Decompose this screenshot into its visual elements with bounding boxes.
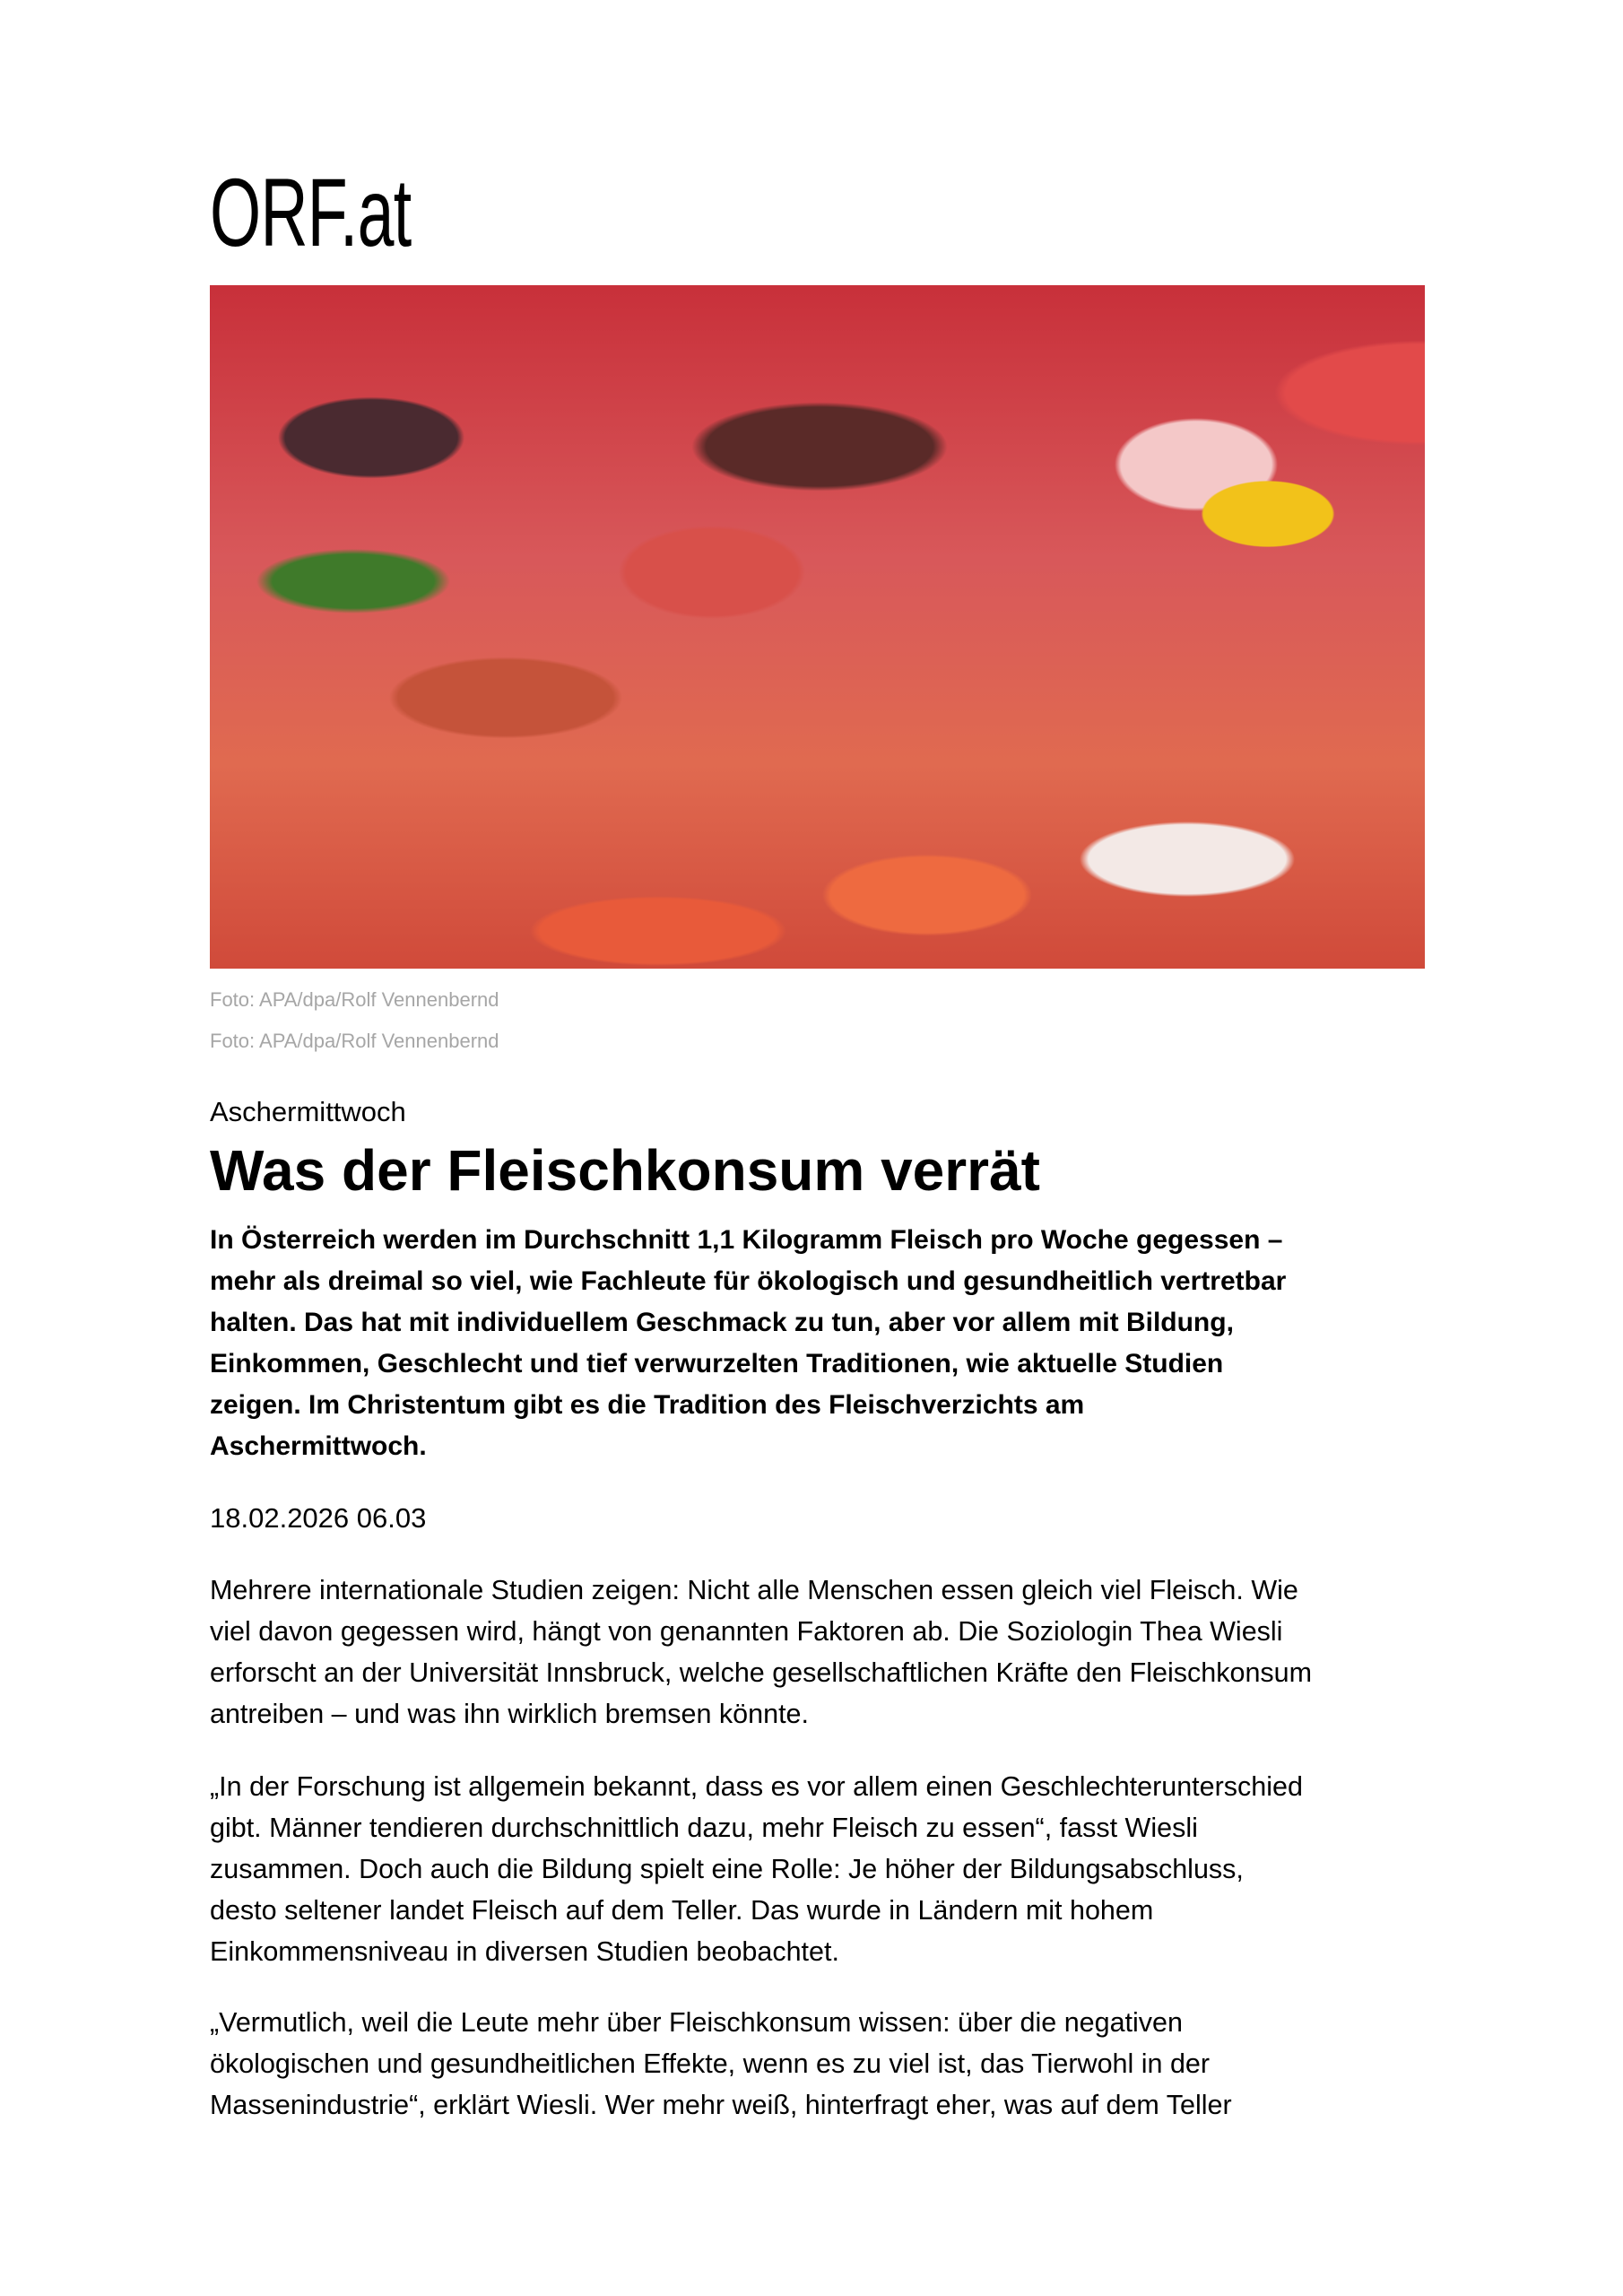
lead-line: Aschermittwoch. — [210, 1431, 427, 1461]
article-kicker: Aschermittwoch — [210, 1096, 406, 1127]
hero-image — [210, 285, 1425, 969]
lead-line: mehr als dreimal so viel, wie Fachleute für ökologisch und gesundheitlich vertretbar — [210, 1266, 1287, 1296]
paragraph — [210, 1766, 1303, 1972]
paragraph-line: Massenindustrie“, erklärt Wiesli. Wer mehr weiß, hinterfragt eher, was auf dem Teller — [210, 2090, 1232, 2120]
paragraph-line: gibt. Männer tendieren durchschnittlich dazu, mehr Fleisch zu essen“, fasst Wiesli — [210, 1813, 1198, 1843]
paragraph-line: ökologischen und gesundheitlichen Effekte, wenn es zu viel ist, das Tierwohl in der — [210, 2048, 1211, 2079]
paragraph — [210, 2002, 1232, 2126]
paragraph-line: „In der Forschung ist allgemein bekannt, dass es vor allem einen Geschlechterunterschied — [210, 1771, 1303, 1802]
photo-credit: Foto: APA/dpa/Rolf Vennenbernd — [210, 988, 499, 1011]
paragraph-line: viel davon gegessen wird, hängt von genannten Faktoren ab. Die Soziologin Thea Wiesli — [210, 1616, 1283, 1647]
lead-line: zeigen. Im Christentum gibt es die Tradition des Fleischverzichts am — [210, 1390, 1085, 1420]
article-lead — [210, 1220, 1286, 1467]
article-title: Was der Fleischkonsum verrät — [210, 1138, 1040, 1203]
photo-credit: Foto: APA/dpa/Rolf Vennenbernd — [210, 1030, 499, 1052]
paragraph-line: Mehrere internationale Studien zeigen: Nicht alle Menschen essen gleich viel Fleisch. Wie — [210, 1575, 1298, 1605]
lead-line: Einkommen, Geschlecht und tief verwurzelten Traditionen, wie aktuelle Studien — [210, 1349, 1224, 1378]
lead-line: In Österreich werden im Durchschnitt 1,1 Kilogramm Fleisch pro Woche gegessen – — [210, 1225, 1283, 1255]
lead-line: halten. Das hat mit individuellem Geschmack zu tun, aber vor allem mit Bildung, — [210, 1308, 1234, 1337]
paragraph — [210, 1570, 1312, 1735]
paragraph-line: Einkommensniveau in diversen Studien beobachtet. — [210, 1936, 839, 1967]
paragraph-line: antreiben – und was ihn wirklich bremsen könnte. — [210, 1699, 809, 1729]
paragraph-line: „Vermutlich, weil die Leute mehr über Fleischkonsum wissen: über die negativen — [210, 2007, 1183, 2038]
paragraph-line: desto seltener landet Fleisch auf dem Teller. Das wurde in Ländern mit hohem — [210, 1895, 1154, 1926]
paragraph-line: zusammen. Doch auch die Bildung spielt eine Rolle: Je höher der Bildungsabschluss, — [210, 1854, 1244, 1884]
article-date: 18.02.2026 06.03 — [210, 1502, 427, 1534]
paragraph-line: erforscht an der Universität Innsbruck, welche gesellschaftlichen Kräfte den Fleischkonsum — [210, 1657, 1313, 1688]
site-logo[interactable]: ORF.at — [210, 158, 412, 266]
